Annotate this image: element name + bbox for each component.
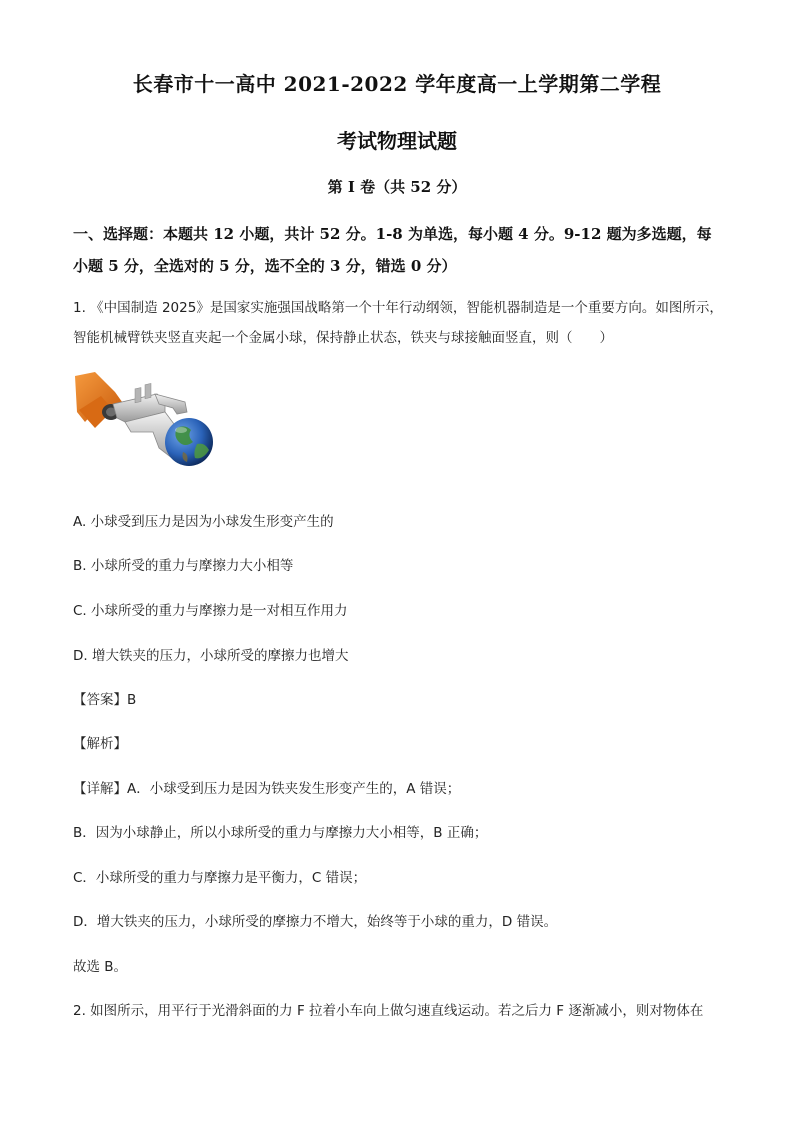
answer-label: 【答案】B <box>73 692 137 708</box>
analysis-heading: 【解析】 <box>73 736 127 752</box>
analysis-line: D．增大铁夹的压力，小球所受的摩擦力不增大，始终等于小球的重力，D 错误。 <box>73 914 558 930</box>
option-a: A. 小球受到压力是因为小球发生形变产生的 <box>73 514 334 530</box>
question1-stem: 1. 《中国制造 2025》是国家实施强国战略第一个十年行动纲领，智能机器制造是一个重要方向。如图所示，智能机械臂铁夹竖直夹起一个金属小球，保持静止状态，铁夹与球接触面竖直，则（ ） <box>73 300 723 346</box>
analysis-conclusion: 故选 B。 <box>73 959 128 975</box>
option-d: D. 增大铁夹的压力，小球所受的摩擦力也增大 <box>73 648 349 664</box>
analysis-line: 【详解】A．小球受到压力是因为铁夹发生形变产生的，A 错误； <box>73 781 461 797</box>
option-c: C. 小球所受的重力与摩擦力是一对相互作用力 <box>73 603 348 619</box>
robotic-arm-svg <box>73 372 223 482</box>
analysis-line: C．小球所受的重力与摩擦力是平衡力，C 错误； <box>73 870 367 886</box>
question2-stem: 2. 如图所示，用平行于光滑斜面的力 F 拉着小车向上做匀速直线运动。若之后力 F 逐渐减小，则对物体在 <box>73 1003 704 1019</box>
analysis-line: B．因为小球静止，所以小球所受的重力与摩擦力大小相等，B 正确； <box>73 825 488 841</box>
exam-title-line2: 考试物理试题 <box>337 129 457 153</box>
section-heading: 一、选择题：本题共 12 小题，共计 52 分。1-8 为单选，每小题 4 分。9-12 题为多选题，每小题 5 分，全选对的 5 分，选不全的 3 分，错选 0 分） <box>73 225 712 275</box>
option-b: B. 小球所受的重力与摩擦力大小相等 <box>73 558 294 574</box>
exam-title-line1: 长春市十一高中 2021-2022 学年度高一上学期第二学程 <box>132 72 662 96</box>
robotic-arm-clamping-globe-image <box>73 372 223 482</box>
volume-label: 第 I 卷（共 52 分） <box>327 178 467 196</box>
